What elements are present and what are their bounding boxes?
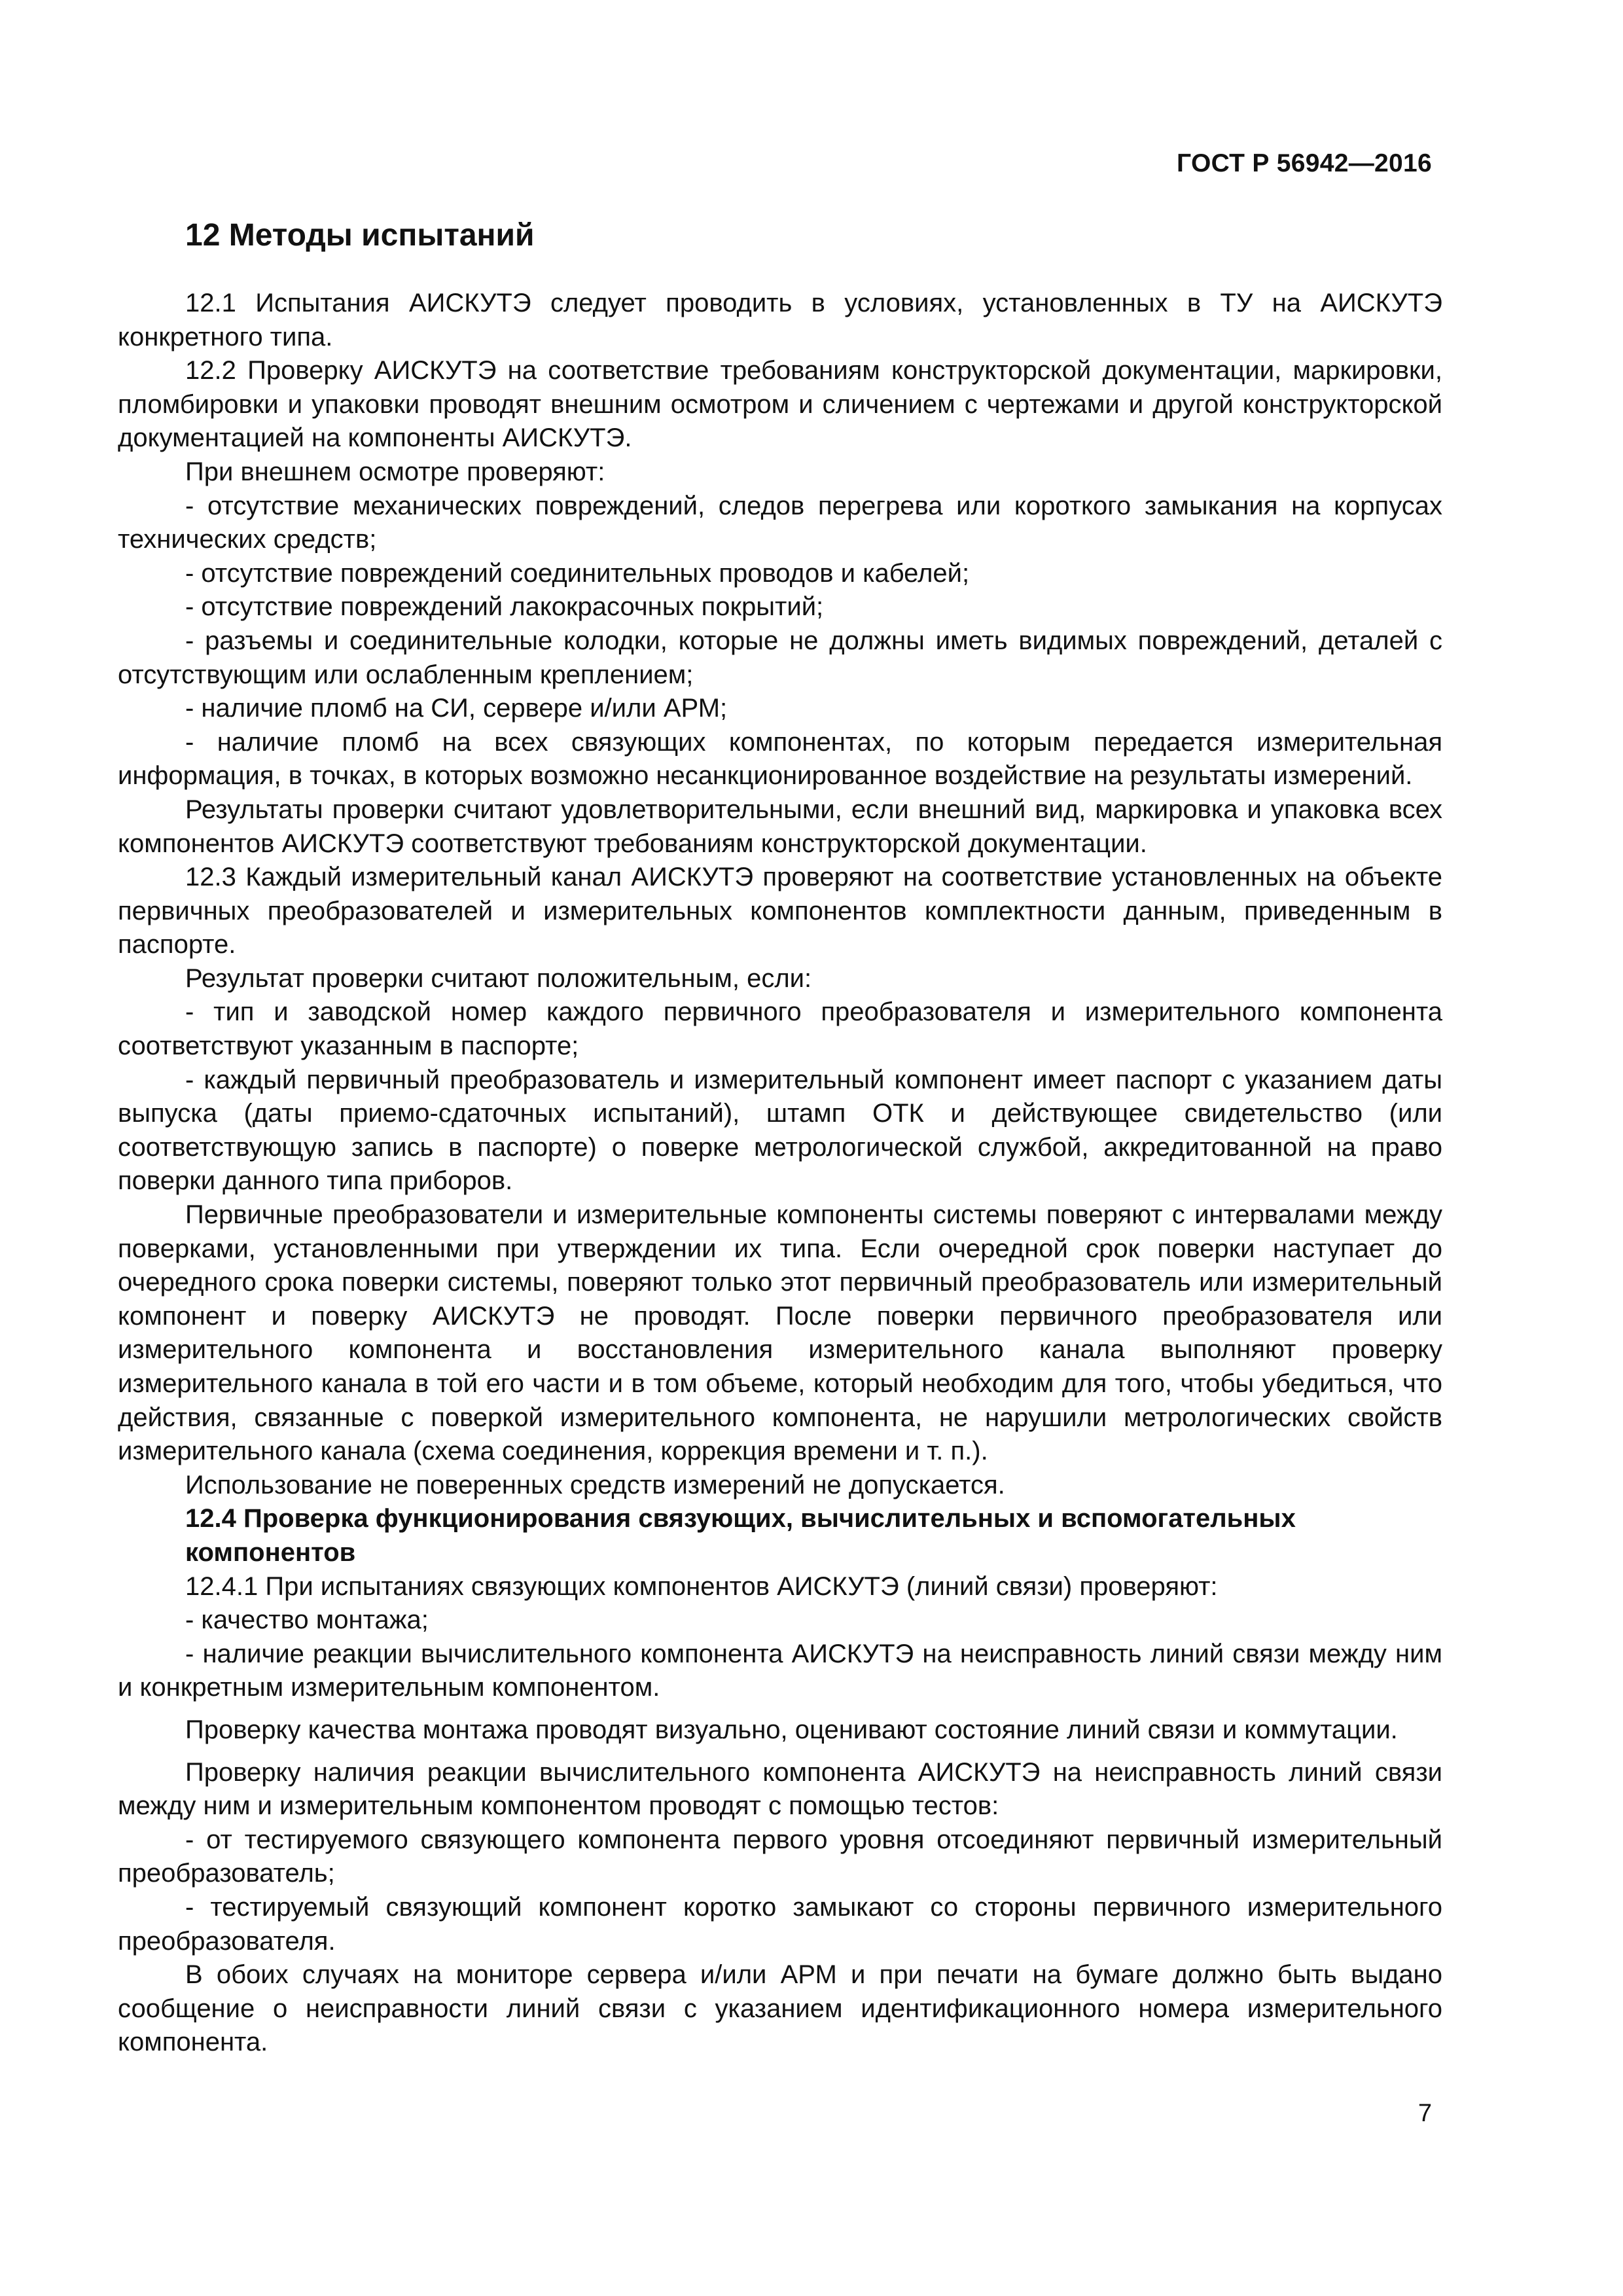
page-number: 7 (1418, 2100, 1432, 2127)
list-item: - отсутствие повреждений соединительных проводов и кабелей; (185, 558, 970, 588)
paragraph-installation-check: Проверку качества монтажа проводят визуально, оценивают состояние линий связи и коммутации. (185, 1715, 1398, 1744)
subsection-title-12-4: 12.4 Проверка функционирования связующих, вычислительных и вспомогательных компонентов (185, 1504, 1296, 1567)
list-item: - разъемы и соединительные колодки, которые не должны иметь видимых повреждений, деталей с отсутствующим или ослабленным креплением; (118, 626, 1442, 689)
paragraph-inspection-result: Результаты проверки считают удовлетворительными, если внешний вид, маркировка и упаковка всех компонентов АИСКУТЭ соответствуют требованиям конструкторской документации. (118, 795, 1442, 858)
section-title: 12 Методы испытаний (185, 218, 535, 253)
page-content (118, 216, 1442, 2060)
list-item: - отсутствие механических повреждений, следов перегрева или короткого замыкания на корпусах технических средств; (118, 491, 1442, 554)
list-item: - тип и заводской номер каждого первичного преобразователя и измерительного компонента соответствуют указанным в паспорте; (118, 997, 1442, 1061)
list-item: - наличие пломб на СИ, сервере и/или АРМ; (185, 694, 728, 723)
list-item: - каждый первичный преобразователь и измерительный компонент имеет паспорт с указанием даты выпуска (даты приемо-сдаточных испытаний), штамп ОТК и действующее свидетельство (или соответствующую запись в паспорте) о поверке метрологической службой, аккредитованной на право поверки данного типа приборов. (118, 1065, 1442, 1196)
list-item: - качество монтажа; (185, 1605, 429, 1635)
paragraph-12-2: 12.2 Проверку АИСКУТЭ на соответствие требованиям конструкторской документации, маркировки, пломбировки и упаковки проводят внешним осмотром и сличением с чертежами и другой конструкторской документацией на компоненты АИСКУТЭ. (118, 356, 1442, 453)
paragraph-12-3: 12.3 Каждый измерительный канал АИСКУТЭ проверяют на соответствие установленных на объекте первичных преобразователей и измерительных компонентов комплектности данным, приведенным в паспорте. (118, 863, 1442, 960)
paragraph-12-1: 12.1 Испытания АИСКУТЭ следует проводить в условиях, установленных в ТУ на АИСКУТЭ конкретного типа. (118, 289, 1442, 351)
document-id-header: ГОСТ Р 56942—2016 (1177, 149, 1432, 177)
list-item: - отсутствие повреждений лакокрасочных покрытий; (185, 592, 824, 622)
list-item: - наличие пломб на всех связующих компонентах, по которым передается измерительная информация, в точках, в которых возможно несанкционированное воздействие на результаты измерений. (118, 727, 1442, 791)
list-item: - наличие реакции вычислительного компонента АИСКУТЭ на неисправность линий связи между ним и конкретным измерительным компонентом. (118, 1639, 1442, 1702)
paragraph-inspection-intro: При внешнем осмотре проверяют: (185, 457, 605, 486)
paragraph-verification-intervals: Первичные преобразователи и измерительные компоненты системы поверяют с интервалами между поверками, установленными при утверждении их типа. Если очередной срок поверки наступает до очередного срока поверки системы, поверяют только этот первичный преобразователь или измерительный компонент и поверку АИСКУТЭ не проводят. После поверки первичного преобразователя или измерительного компонента и восстановления измерительного канала выполняют проверку измерительного канала в той его части и в том объеме, который необходим для того, чтобы убедиться, что действия, связанные с поверкой измерительного компонента, не нарушили метрологических свойств измерительного канала (схема соединения, коррекция времени и т. п.). (118, 1200, 1442, 1466)
paragraph-error-message: В обоих случаях на мониторе сервера и/или АРМ и при печати на бумаге должно быть выдано сообщение о неисправности линий связи с указанием идентификационного номера измерительного компонента. (118, 1960, 1442, 2057)
paragraph-unverified-prohibited: Использование не поверенных средств измерений не допускается. (185, 1470, 1005, 1499)
paragraph-12-4-1: 12.4.1 При испытаниях связующих компонентов АИСКУТЭ (линий связи) проверяют: (185, 1571, 1218, 1601)
paragraph-reaction-check: Проверку наличия реакции вычислительного компонента АИСКУТЭ на неисправность линий связи между ним и измерительным компонентом проводят с помощью тестов: (118, 1757, 1442, 1821)
list-item: - от тестируемого связующего компонента первого уровня отсоединяют первичный измерительный преобразователь; (118, 1825, 1442, 1888)
list-item: - тестируемый связующий компонент коротко замыкают со стороны первичного измерительного преобразователя. (118, 1892, 1442, 1956)
paragraph-check-result-intro: Результат проверки считают положительным, если: (185, 963, 812, 993)
